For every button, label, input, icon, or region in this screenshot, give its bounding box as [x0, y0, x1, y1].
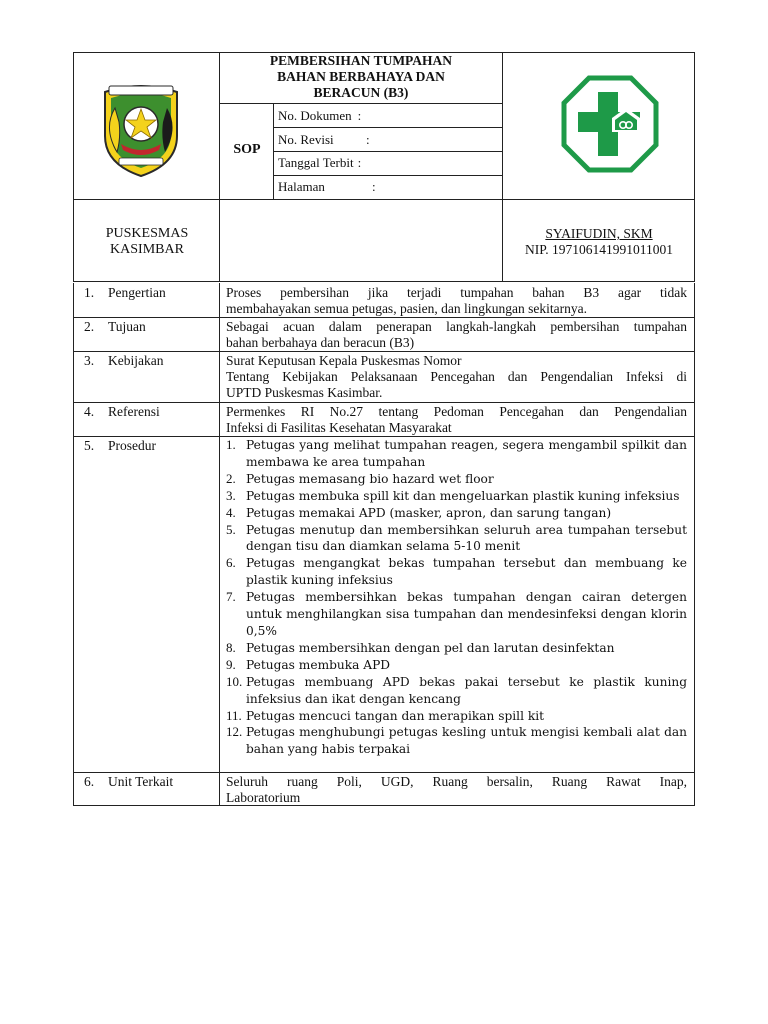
meta-separator: :: [366, 132, 370, 147]
document-title: [220, 53, 502, 101]
procedure-step: [226, 505, 687, 522]
step-number: 8.: [226, 639, 236, 655]
section-label-prosedur: [84, 438, 156, 454]
procedure-step: [226, 522, 687, 556]
step-text: Petugas mencuci tangan dan merapikan spill kit: [246, 708, 545, 723]
procedure-step: [226, 589, 687, 640]
divider: [219, 283, 220, 806]
procedure-step: [226, 488, 687, 505]
section-name: Kebijakan: [108, 353, 164, 368]
step-text: Petugas memakai APD (masker, apron, dan sarung tangan): [246, 505, 612, 520]
section-number: 4.: [84, 404, 95, 419]
text-line: Surat Keputusan Kepala Puskesmas Nomor: [226, 353, 462, 368]
step-number: 1.: [226, 437, 236, 452]
title-line: BERACUN (B3): [313, 85, 409, 100]
organization-name: [75, 226, 219, 258]
procedure-step: [226, 640, 687, 657]
section-label-pengertian: [84, 285, 166, 301]
section-name: Referensi: [108, 404, 160, 419]
text-line: membahayakan semua petugas, pasien, dan lingkungan sekitarnya.: [226, 301, 588, 316]
section-number: 5.: [84, 438, 95, 453]
step-number: 9.: [226, 656, 236, 672]
step-number: 12.: [226, 724, 243, 740]
regency-emblem-icon: [95, 78, 187, 178]
step-number: 5.: [226, 521, 236, 537]
unit-terkait-text: [226, 774, 687, 806]
text-line: Permenkes RI No.27 tentang Pedoman Pencegahan dan Pengendalian: [226, 404, 687, 419]
tujuan-text: [226, 319, 687, 351]
section-number: 3.: [84, 353, 95, 368]
org-line: KASIMBAR: [110, 242, 184, 257]
procedure-step: [226, 555, 687, 589]
procedure-list: [226, 437, 687, 758]
meta-separator: :: [372, 179, 376, 194]
divider: [73, 317, 695, 318]
signature-block: [503, 226, 695, 258]
meta-label: No. Dokumen: [278, 108, 352, 123]
divider: [273, 175, 503, 176]
meta-no-dokumen: [278, 108, 361, 124]
meta-label: Tanggal Terbit: [278, 155, 354, 170]
procedure-step: [226, 724, 687, 758]
kebijakan-text: [226, 353, 687, 401]
meta-halaman: [278, 179, 376, 195]
meta-tanggal-terbit: [278, 155, 361, 171]
step-number: 3.: [226, 487, 236, 503]
divider: [73, 199, 695, 200]
section-name: Prosedur: [108, 438, 156, 453]
procedure-step: [226, 674, 687, 708]
step-number: 4.: [226, 504, 236, 520]
procedure-step: [226, 471, 687, 488]
title-line: BAHAN BERBAHAYA DAN: [277, 69, 445, 84]
org-line: PUSKESMAS: [105, 226, 189, 241]
referensi-text: [226, 404, 687, 436]
section-label-kebijakan: [84, 353, 163, 369]
text-line: Tentang Kebijakan Pelaksanaan Pencegahan dan Pengendalian Infeksi di: [226, 369, 687, 384]
step-number: 6.: [226, 555, 236, 571]
step-number: 10.: [226, 673, 243, 689]
text-line: Seluruh ruang Poli, UGD, Ruang bersalin, Ruang Rawat Inap,: [226, 774, 687, 789]
step-text: Petugas membersihkan bekas tumpahan dengan cairan detergen untuk menghilangkan sisa tumpahan dan mendesinfeksi dengan klorin 0,5%: [246, 590, 687, 638]
signer-nip: NIP. 197106141991011001: [524, 242, 673, 257]
divider: [73, 351, 695, 352]
divider: [73, 772, 695, 773]
text-line: Sebagai acuan dalam penerapan langkah-langkah pembersihan tumpahan: [226, 319, 687, 334]
divider: [73, 402, 695, 403]
step-text: Petugas yang melihat tumpahan reagen, segera mengambil spilkit dan membawa ke area tumpahan: [246, 438, 687, 469]
divider: [273, 127, 503, 128]
section-number: 6.: [84, 774, 95, 789]
section-label-referensi: [84, 404, 160, 420]
step-text: Petugas membuka spill kit dan mengeluarkan plastik kuning infeksius: [246, 488, 680, 503]
step-number: 7.: [226, 589, 236, 605]
section-name: Unit Terkait: [108, 774, 174, 789]
signer-name: SYAIFUDIN, SKM: [545, 226, 653, 241]
section-label-unit-terkait: [84, 774, 173, 790]
procedure-step: [226, 657, 687, 674]
step-text: Petugas membuka APD: [246, 657, 391, 672]
procedure-step: [226, 437, 687, 471]
section-number: 2.: [84, 319, 95, 334]
step-text: Petugas menutup dan membersihkan seluruh area tumpahan tersebut dengan tisu dan diamkan selama 5-10 menit: [246, 522, 687, 554]
text-line: Laboratorium: [226, 790, 301, 805]
section-label-tujuan: [84, 319, 146, 335]
step-text: Petugas memasang bio hazard wet floor: [246, 471, 494, 486]
divider: [219, 103, 503, 104]
step-number: 11.: [226, 707, 242, 723]
section-name: Pengertian: [108, 285, 166, 300]
text-line: bahan berbahaya dan beracun (B3): [226, 335, 415, 350]
meta-label: Halaman: [278, 179, 325, 194]
text-line: Infeksi di Fasilitas Kesehatan Masyarakat: [226, 420, 452, 435]
step-text: Petugas membersihkan dengan pel dan larutan desinfektan: [246, 640, 615, 655]
meta-separator: :: [357, 155, 362, 170]
section-number: 1.: [84, 285, 95, 300]
divider: [273, 151, 503, 152]
text-line: Proses pembersihan jika terjadi tumpahan bahan B3 agar tidak: [226, 285, 687, 300]
meta-label: No. Revisi: [278, 132, 334, 147]
puskesmas-cross-icon: [560, 74, 660, 174]
step-text: Petugas mengangkat bekas tumpahan tersebut dan membuang ke plastik kuning infeksius: [246, 556, 687, 588]
procedure-step: [226, 708, 687, 725]
meta-separator: :: [357, 108, 362, 123]
step-text: Petugas membuang APD bekas pakai tersebut ke plastik kuning infeksius dan ikat dengan kencang: [246, 674, 687, 706]
sop-label: SOP: [233, 142, 261, 157]
step-number: 2.: [226, 470, 236, 486]
step-text: Petugas menghubungi petugas kesling untuk mengisi kembali alat dan bahan yang habis terpakai: [246, 725, 687, 757]
pengertian-text: [226, 285, 687, 317]
text-line: UPTD Puskesmas Kasimbar.: [226, 385, 383, 400]
section-name: Tujuan: [108, 319, 146, 334]
title-line: PEMBERSIHAN TUMPAHAN: [269, 53, 453, 68]
meta-no-revisi: [278, 132, 370, 148]
